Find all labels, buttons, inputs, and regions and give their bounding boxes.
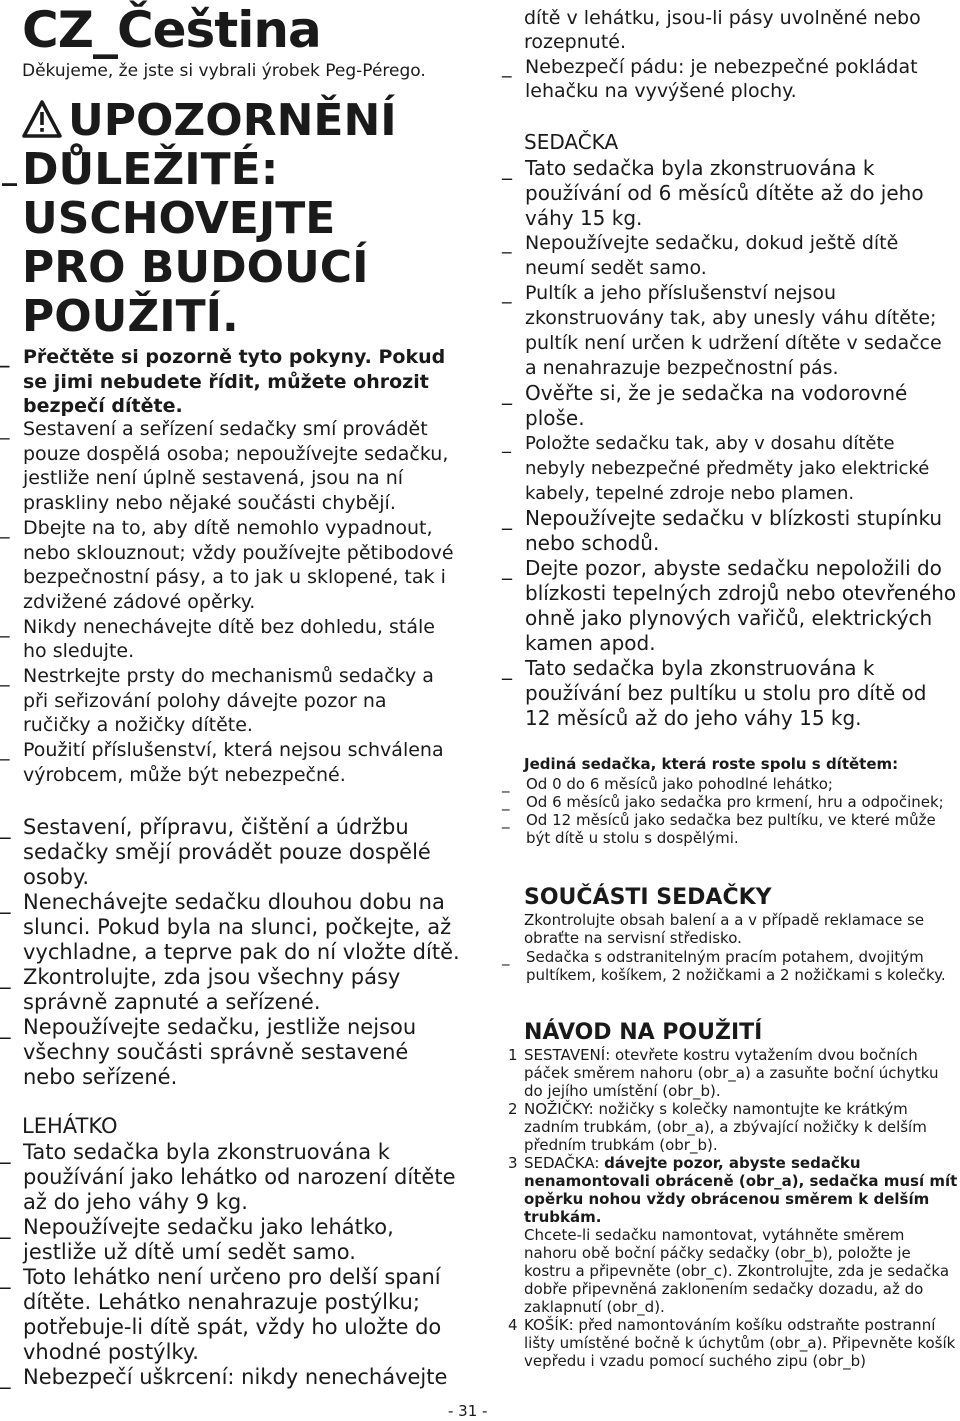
page-number: - 31 - bbox=[448, 1402, 488, 1420]
safety-list bbox=[0, 815, 462, 1090]
list-item: _ Nebezpečí pádu: je nebezpečné pokládat lehačku na vyvýšené plochy. bbox=[502, 56, 918, 102]
section-title-parts: SOUČÁSTI SEDAČKY bbox=[524, 885, 772, 910]
grows-list bbox=[502, 775, 958, 847]
warning-line bbox=[0, 292, 470, 341]
warning-line: _ DŮLEŽITÉ: bbox=[2, 144, 279, 195]
warning-line bbox=[0, 243, 470, 292]
instruction-step: 3 SEDAČKA: dávejte pozor, abyste sedačku nenamontovali obráceně (obr_a), sedačka musí mít opěrku nohou vždy obrácenou směrem k delším trubkám. Chcete-li sedačku namontovat, vytáhněte směrem nahoru obě boční páčky sedačky (obr_b), položte je kostru a připevněte (obr_c). Zkontrolujte, zda je sedačka dobře připevněná zaklonením sedačky dozadu, až do zaklapnutí (obr_d). bbox=[508, 1154, 958, 1316]
list-item: _ Dbejte na to, aby dítě nemohlo vypadnout, nebo sklouznout; vždy používejte pětibodové bezpečnostní pásy, a to jak u sklopené, tak i zdvižené zádové opěrky. bbox=[0, 516, 454, 613]
continued-text: dítě v lehátku, jsou-li pásy uvolněné nebo rozepnuté. bbox=[524, 7, 921, 53]
warning-line-text: USCHOVEJTE bbox=[22, 193, 336, 244]
warning-line-text: DŮLEŽITÉ: bbox=[22, 144, 279, 195]
instructions-list bbox=[500, 1046, 958, 1370]
section-title-instructions: NÁVOD NA POUŽITÍ bbox=[524, 1020, 763, 1045]
instruction-step: 1 SESTAVENÍ: otevřete kostru vytažením dvou bočních páček směrem nahoru (obr_a) a zasuňte boční úchytku do jejího umístění (obr_b). bbox=[508, 1046, 939, 1100]
parts-intro: Zkontrolujte obsah balení a a v případě reklamace se obraťte na servisní středisko. bbox=[524, 911, 925, 947]
thanks-text: Děkujeme, že jste si vybrali ýrobek Peg-Pérego. bbox=[22, 61, 426, 81]
lehatko-list bbox=[0, 1140, 462, 1390]
list-item: _ Použití příslušenství, která nejsou schválena výrobcem, může být nebezpečné. bbox=[0, 739, 444, 786]
section-title-lehatko: LEHÁTKO bbox=[22, 1114, 118, 1138]
list-item: _ Nikdy nenechávejte dítě bez dohledu, stále ho sledujte. bbox=[0, 615, 435, 663]
lehatko-list-continued bbox=[502, 55, 958, 103]
warning-line bbox=[0, 194, 470, 243]
list-item: _ Nepoužívejte sedačku, jestliže nejsou všechny součásti správně sestavené nebo seřízené. bbox=[0, 1015, 417, 1089]
warning-line-text: PRO BUDOUCÍ bbox=[22, 242, 369, 293]
list-item: _ Nepoužívejte sedačku v blízkosti stupínku nebo schodů. bbox=[502, 506, 943, 555]
list-item: _ Nepoužívejte sedačku, dokud ještě dítě neumí sedět samo. bbox=[502, 232, 899, 279]
list-item: _ Nebezpečí uškrcení: nikdy nenechávejte bbox=[0, 1365, 448, 1389]
sedacka-list bbox=[502, 156, 958, 731]
warning-heading bbox=[0, 96, 470, 341]
list-item: _ Nenechávejte sedačku dlouhou dobu na slunci. Pokud byla na slunci, počkejte, až vychladne, a teprve pak do ní vložte dítě. bbox=[0, 890, 460, 964]
safety-list bbox=[0, 345, 460, 419]
list-item: _ Sestavení a seřízení sedačky smí provádět pouze dospělá osoba; nepoužívejte sedačku, jestliže není úplně sestavená, jsou na ní praskliny nebo nějaké součásti chybějí. bbox=[0, 418, 449, 515]
warning-line-text: UPOZORNĚNÍ bbox=[68, 95, 397, 146]
list-item: _ Od 12 měsíců jako sedačka bez pultíku, ve které může být dítě u stolu s dospělými. bbox=[502, 811, 936, 847]
list-item: _ Nestrkejte prsty do mechanismů sedačky a při seřizování polohy dávejte pozor na ručičky a nožičky dítěte. bbox=[0, 665, 434, 737]
list-item: _ Tato sedačka byla zkonstruována k používání bez pultíku u stolu pro dítě od 12 měsíců až do jeho váhy 15 kg. bbox=[502, 656, 927, 730]
grows-title: Jediná sedačka, která roste spolu s dítětem: bbox=[524, 755, 899, 773]
list-item: _ Položte sedačku tak, aby v dosahu dítěte nebyly nebezpečné předměty jako elektrické kabely, tepelné zdroje nebo plamen. bbox=[502, 433, 930, 504]
parts-list bbox=[502, 948, 958, 984]
list-item: _ Dejte pozor, abyste sedačku nepoložili do blízkosti tepelných zdrojů nebo otevřeného ohně jako plynových vařičů, elektrických kamen apod. bbox=[502, 556, 957, 655]
list-item: _ Přečtěte si pozorně tyto pokyny. Pokud se jimi nebudete řídit, můžete ohrozit bezpečí dítěte. bbox=[0, 346, 446, 417]
warning-line-text: POUŽITÍ. bbox=[22, 291, 239, 342]
list-item: _ Zkontrolujte, zda jsou všechny pásy správně zapnuté a seřízené. bbox=[0, 965, 401, 1014]
list-item: _ Od 0 do 6 měsíců jako pohodlné lehátko; bbox=[502, 775, 833, 793]
page-title: CZ_Čeština bbox=[22, 1, 321, 59]
list-item: _ Ověřte si, že je sedačka na vodorovné ploše. bbox=[502, 381, 908, 430]
instruction-step: 4 KOŠÍK: před namontováním košíku odstraňte postranní lišty umístěné bočně k úchytům (obr_a). Připevněte košík vepředu i vzadu pomocí suchého zipu (obr_b) bbox=[508, 1316, 956, 1370]
section-title-sedacka: SEDAČKA bbox=[524, 130, 619, 154]
list-item: _ Toto lehátko není určeno pro delší spaní dítěte. Lehátko nenahrazuje postýlku; potřebuje-li dítě spát, vždy ho uložte do vhodné postýlky. bbox=[0, 1265, 442, 1364]
safety-list bbox=[0, 417, 460, 788]
list-item: _ Pultík a jeho příslušenství nejsou zkonstruovány tak, aby unesly váhu dítěte; pultík není určen k udržení dítěte v sedačce a nenahrazuje bezpečnostní pás. bbox=[502, 282, 942, 379]
list-item: _ Sestavení, přípravu, čištění a údržbu sedačky smějí provádět pouze dospělé osoby. bbox=[0, 815, 431, 889]
list-item: _ Tato sedačka byla zkonstruována k používání od 6 měsíců dítěte až do jeho váhy 15 kg. bbox=[502, 156, 924, 230]
list-item: _ Sedačka s odstranitelným pracím potahem, dvojitým pultíkem, košíkem, 2 nožičkami a 2 nožičkami s kolečky. bbox=[502, 948, 946, 984]
warning-line bbox=[0, 96, 470, 145]
instruction-step: 2 NOŽIČKY: nožičky s kolečky namontujte ke krátkým zadním trubkám, (obr_a), a zbývající nožičky k delším předním trubkám (obr_b). bbox=[508, 1100, 927, 1154]
warning-triangle-icon bbox=[22, 99, 62, 137]
list-item: _ Nepoužívejte sedačku jako lehátko, jestliže už dítě umí sedět samo. bbox=[0, 1215, 394, 1264]
list-item: _ Tato sedačka byla zkonstruována k používání jako lehátko od narození dítěte až do jeho váhy 9 kg. bbox=[0, 1140, 456, 1214]
list-item: _ Od 6 měsíců jako sedačka pro krmení, hru a odpočinek; bbox=[502, 793, 944, 811]
